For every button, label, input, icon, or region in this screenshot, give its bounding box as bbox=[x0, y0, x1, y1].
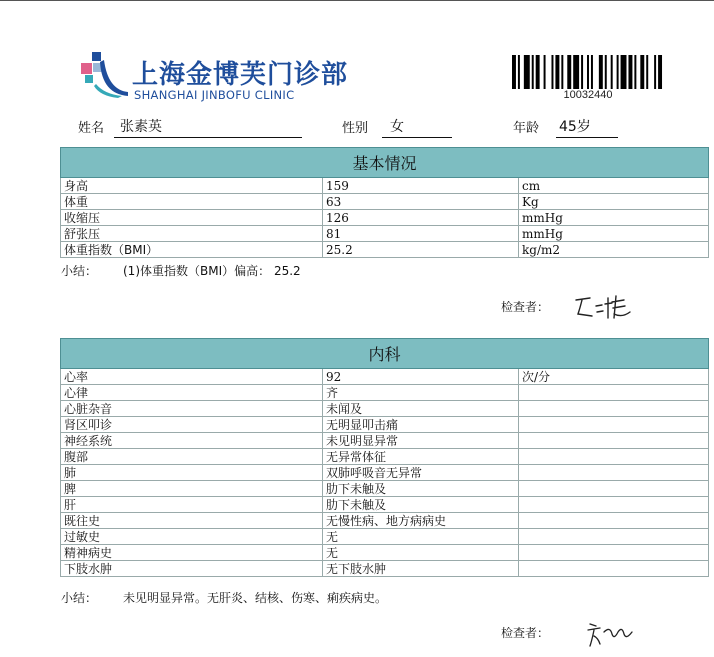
barcode-bar bbox=[581, 55, 583, 89]
internal-unit-cell bbox=[519, 513, 709, 529]
barcode-bar bbox=[518, 55, 520, 89]
patient-gender-underline bbox=[382, 137, 452, 138]
patient-gender-field bbox=[342, 117, 404, 136]
internal-item-cell: 既往史 bbox=[61, 513, 323, 529]
barcode-bar bbox=[587, 55, 589, 89]
internal-item-cell: 肺 bbox=[61, 465, 323, 481]
internal-value-cell: 无异常体征 bbox=[323, 449, 519, 465]
internal-value-cell: 双肺呼吸音无异常 bbox=[323, 465, 519, 481]
basic-item-cell: 身高 bbox=[61, 178, 323, 194]
internal-row bbox=[61, 369, 709, 385]
barcode-bar bbox=[532, 55, 534, 89]
basic-row bbox=[61, 226, 709, 242]
internal-unit-cell bbox=[519, 497, 709, 513]
basic-item-cell: 舒张压 bbox=[61, 226, 323, 242]
internal-item-cell: 脾 bbox=[61, 481, 323, 497]
basic-unit-cell: mmHg bbox=[519, 226, 709, 242]
internal-unit-cell bbox=[519, 561, 709, 577]
patient-age-underline bbox=[556, 137, 618, 138]
basic-inspector-label: 检查者： bbox=[501, 300, 550, 314]
barcode-bar bbox=[646, 55, 648, 89]
clinic-logo bbox=[78, 48, 368, 104]
basic-row bbox=[61, 194, 709, 210]
internal-value-cell: 92 bbox=[323, 369, 519, 385]
patient-name-label: 姓名 bbox=[78, 121, 105, 136]
internal-unit-cell: 次/分 bbox=[519, 369, 709, 385]
barcode-bar bbox=[611, 55, 613, 89]
internal-medicine-table bbox=[60, 338, 709, 577]
internal-item-cell: 精神病史 bbox=[61, 545, 323, 561]
internal-item-cell: 心率 bbox=[61, 369, 323, 385]
internal-value-cell: 无下肢水肿 bbox=[323, 561, 519, 577]
patient-name-value: 张素英 bbox=[120, 119, 162, 135]
internal-row bbox=[61, 401, 709, 417]
internal-item-cell: 下肢水肿 bbox=[61, 561, 323, 577]
basic-inspector-signature-icon bbox=[572, 292, 634, 322]
basic-value-cell: 25.2 bbox=[323, 242, 519, 258]
basic-item-cell: 收缩压 bbox=[61, 210, 323, 226]
internal-value-cell: 未见明显异常 bbox=[323, 433, 519, 449]
basic-row bbox=[61, 178, 709, 194]
barcode-bar bbox=[536, 55, 540, 89]
patient-name-underline bbox=[114, 137, 302, 138]
internal-unit-cell bbox=[519, 417, 709, 433]
basic-unit-cell: kg/m2 bbox=[519, 242, 709, 258]
internal-medicine-title: 内科 bbox=[61, 339, 709, 369]
basic-summary-text: (1)体重指数（BMI）偏高： 25.2 bbox=[123, 264, 301, 278]
barcode-bar bbox=[617, 55, 619, 89]
basic-value-cell: 63 bbox=[323, 194, 519, 210]
basic-item-cell: 体重指数（BMI） bbox=[61, 242, 323, 258]
barcode-number: 10032440 bbox=[563, 89, 613, 101]
basic-unit-cell: Kg bbox=[519, 194, 709, 210]
internal-summary-label: 小结： bbox=[61, 591, 98, 605]
internal-row bbox=[61, 465, 709, 481]
internal-item-cell: 肾区叩诊 bbox=[61, 417, 323, 433]
internal-row bbox=[61, 449, 709, 465]
internal-value-cell: 无慢性病、地方病病史 bbox=[323, 513, 519, 529]
internal-value-cell: 无明显叩击痛 bbox=[323, 417, 519, 433]
internal-value-cell: 无 bbox=[323, 545, 519, 561]
barcode-bar bbox=[658, 55, 662, 89]
barcode-bar bbox=[555, 55, 559, 89]
internal-item-cell: 过敏史 bbox=[61, 529, 323, 545]
patient-name-field bbox=[78, 117, 162, 136]
basic-value-cell: 81 bbox=[323, 226, 519, 242]
basic-row bbox=[61, 242, 709, 258]
patient-age-field bbox=[513, 117, 591, 136]
internal-inspector-signature-icon bbox=[586, 618, 634, 648]
internal-unit-cell bbox=[519, 385, 709, 401]
basic-unit-cell: mmHg bbox=[519, 210, 709, 226]
internal-row bbox=[61, 481, 709, 497]
basic-row bbox=[61, 210, 709, 226]
internal-inspector-label: 检查者： bbox=[501, 626, 550, 640]
basic-unit-cell: cm bbox=[519, 178, 709, 194]
basic-value-cell: 126 bbox=[323, 210, 519, 226]
internal-unit-cell bbox=[519, 433, 709, 449]
barcode-bar bbox=[551, 55, 553, 89]
clinic-name-cn: 上海金博芙门诊部 bbox=[132, 60, 349, 90]
basic-info-table bbox=[60, 147, 709, 258]
top-border-line bbox=[0, 0, 714, 1]
barcode-bar bbox=[654, 55, 656, 89]
internal-summary bbox=[61, 589, 387, 606]
barcode-bar bbox=[591, 55, 593, 89]
basic-item-cell: 体重 bbox=[61, 194, 323, 210]
basic-info-title: 基本情况 bbox=[61, 148, 709, 178]
internal-item-cell: 心律 bbox=[61, 385, 323, 401]
internal-value-cell: 肋下未触及 bbox=[323, 481, 519, 497]
patient-gender-label: 性别 bbox=[342, 121, 369, 136]
internal-row bbox=[61, 497, 709, 513]
basic-summary bbox=[61, 262, 301, 279]
internal-item-cell: 肝 bbox=[61, 497, 323, 513]
barcode-bar bbox=[567, 55, 571, 89]
internal-row bbox=[61, 433, 709, 449]
patient-age-label: 年龄 bbox=[513, 121, 540, 136]
internal-unit-cell bbox=[519, 449, 709, 465]
internal-row bbox=[61, 529, 709, 545]
barcode-bar bbox=[544, 55, 546, 89]
internal-item-cell: 神经系统 bbox=[61, 433, 323, 449]
barcode-bar bbox=[573, 55, 579, 89]
basic-value-cell: 159 bbox=[323, 178, 519, 194]
internal-row bbox=[61, 417, 709, 433]
internal-value-cell: 齐 bbox=[323, 385, 519, 401]
barcode-bar bbox=[524, 55, 530, 89]
internal-row bbox=[61, 513, 709, 529]
patient-gender-value: 女 bbox=[390, 119, 404, 135]
barcode-bar bbox=[628, 55, 632, 89]
barcode-bar bbox=[599, 55, 603, 89]
clinic-name-en: SHANGHAI JINBOFU CLINIC bbox=[134, 88, 295, 102]
internal-summary-text: 未见明显异常。无肝炎、结核、伤寒、痢疾病史。 bbox=[123, 591, 388, 605]
clinic-logo-mark-icon bbox=[78, 50, 130, 98]
barcode-bar bbox=[512, 55, 516, 89]
barcode-bar bbox=[634, 55, 636, 89]
internal-unit-cell bbox=[519, 545, 709, 561]
patient-age-value: 45岁 bbox=[559, 119, 591, 135]
internal-unit-cell bbox=[519, 529, 709, 545]
basic-summary-label: 小结： bbox=[61, 264, 98, 278]
barcode-bar bbox=[621, 55, 627, 89]
barcode-bar bbox=[561, 55, 563, 89]
barcode-icon bbox=[512, 55, 664, 89]
internal-value-cell: 未闻及 bbox=[323, 401, 519, 417]
internal-unit-cell bbox=[519, 401, 709, 417]
barcode-bar bbox=[605, 55, 607, 89]
internal-item-cell: 心脏杂音 bbox=[61, 401, 323, 417]
internal-unit-cell bbox=[519, 481, 709, 497]
internal-value-cell: 肋下未触及 bbox=[323, 497, 519, 513]
internal-value-cell: 无 bbox=[323, 529, 519, 545]
internal-row bbox=[61, 545, 709, 561]
barcode-bar bbox=[640, 55, 644, 89]
internal-row bbox=[61, 561, 709, 577]
internal-unit-cell bbox=[519, 465, 709, 481]
internal-row bbox=[61, 385, 709, 401]
internal-item-cell: 腹部 bbox=[61, 449, 323, 465]
